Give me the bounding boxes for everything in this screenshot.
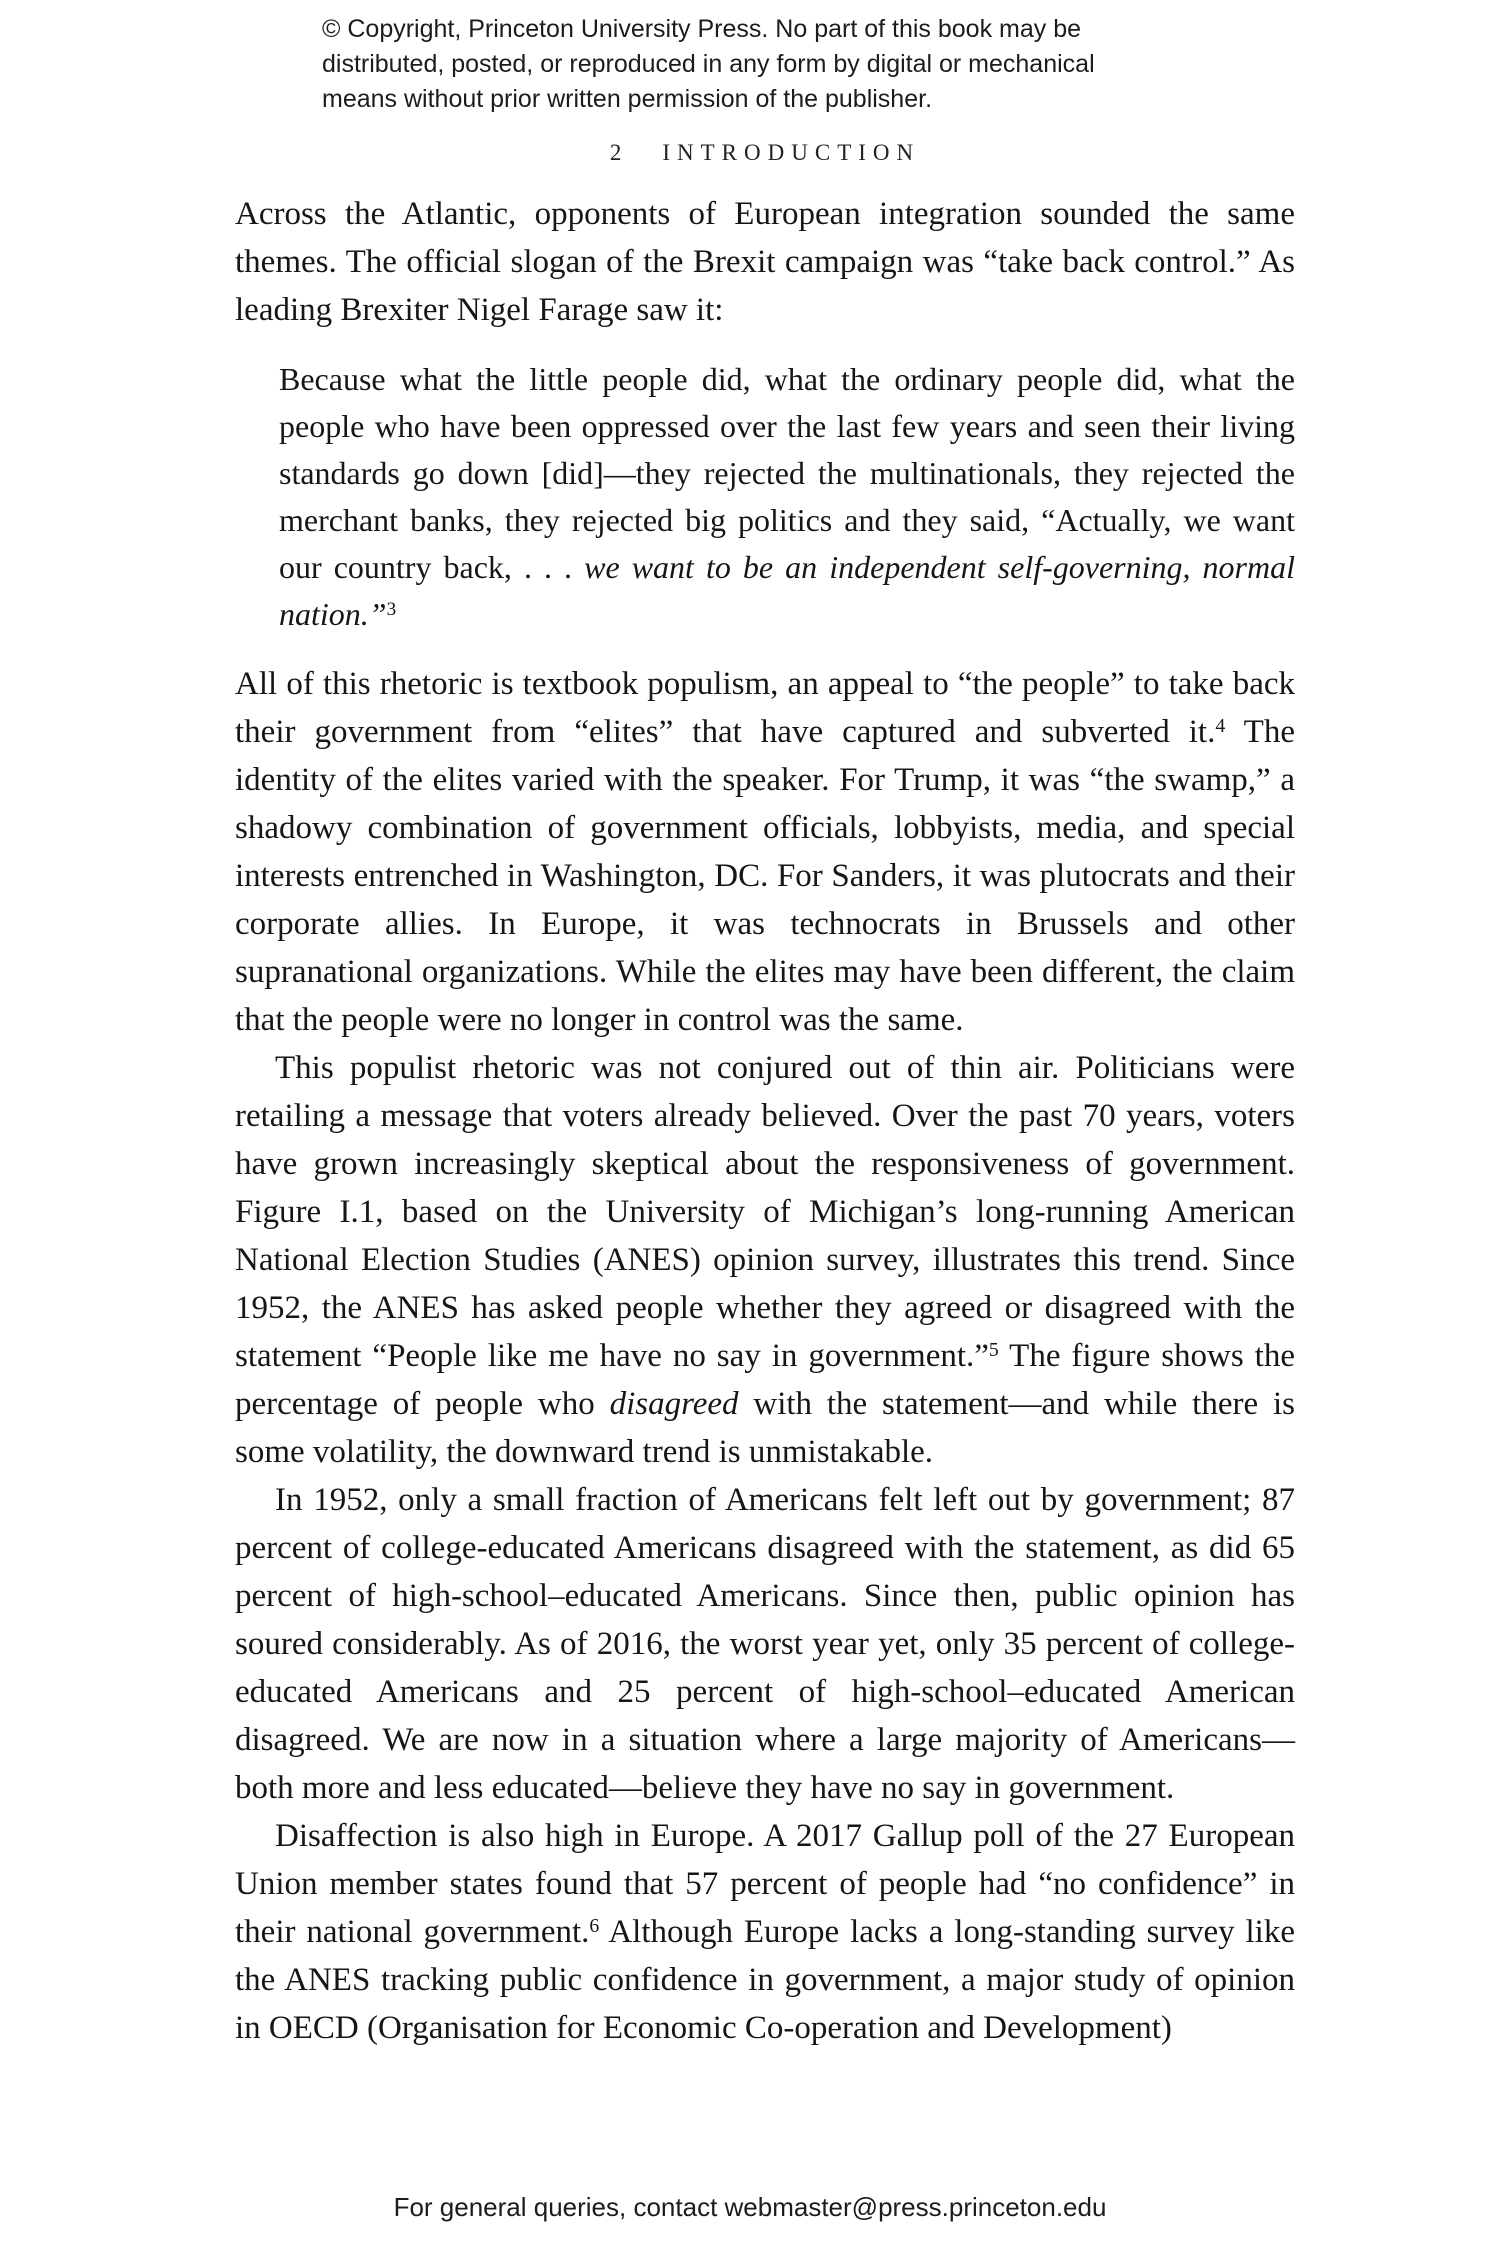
text-run: In 1952, only a small fraction of Americans felt left out by government; 87 percent of college-educated Americans disagreed with the statement, as did 65 percent of high-school–educated Americans. Since then, public opinion has soured considerably. As of 2016, the worst year yet, only 35 percent of college-educated Americans and 25 percent of high-school–educated American disagreed. We are now in a situation where a large majority of Americans—both more and less educated—believe they have no say in government.: [235, 1482, 1295, 1806]
page-footer: [0, 2192, 1500, 2223]
copyright-line: © Copyright, Princeton University Press. No part of this book may be: [322, 15, 1082, 43]
copyright-line: means without prior written permission of the publisher.: [322, 85, 933, 113]
paragraph: [235, 1476, 1295, 1812]
text-run: Although Europe lacks a long-standing survey like the ANES tracking public confidence in government, a major study of opinion in OECD (Organisation for Economic Co-operation and Development): [235, 1914, 1295, 2046]
footer-text: For general queries, contact webmaster@press.princeton.edu: [393, 2192, 1107, 2222]
footnote-reference: 6: [589, 1915, 600, 1938]
text-run: The figure shows the percentage of people who: [235, 1338, 1295, 1422]
running-head: [235, 140, 1295, 166]
footnote-reference: 5: [988, 1339, 999, 1362]
copyright-line: distributed, posted, or reproduced in any form by digital or mechanical: [322, 50, 1095, 78]
text-run: with the statement—and while there is some volatility, the downward trend is unmistakable.: [235, 1386, 1295, 1470]
page-number: 2: [609, 140, 625, 165]
paragraph: [235, 1044, 1295, 1476]
block-quote: [235, 356, 1295, 638]
text-run: Across the Atlantic, opponents of European integration sounded the same themes. The official slogan of the Brexit campaign was “take back control.” As leading Brexiter Nigel Farage saw it:: [235, 196, 1295, 328]
text-run: Because what the little people did, what the ordinary people did, what the people who have been oppressed over the last few years and seen their living standards go down [did]—they rejected the multinationals, they rejected the merchant banks, they rejected big politics and they said, “Actually, we want our country back, . . .: [279, 361, 1295, 585]
italic-text: we want to be an independent self-governing, normal nation.”: [279, 549, 1296, 632]
paragraph: [235, 1812, 1295, 2052]
copyright-notice: [322, 12, 1095, 117]
text-run: The identity of the elites varied with the speaker. For Trump, it was “the swamp,” a shadowy combination of government officials, lobbyists, media, and special interests entrenched in Washington, DC. For Sanders, it was plutocrats and their corporate allies. In Europe, it was technocrats in Brussels and other supranational organizations. While the elites may have been different, the claim that the people were no longer in control was the same.: [235, 714, 1295, 1038]
text-run: All of this rhetoric is textbook populism, an appeal to “the people” to take back their government from “elites” that have captured and subverted it.: [235, 666, 1295, 750]
text-run: This populist rhetoric was not conjured out of thin air. Politicians were retailing a message that voters already believed. Over the past 70 years, voters have grown increasingly skeptical about the responsiveness of government. Figure I.1, based on the University of Michigan’s long-running American National Election Studies (ANES) opinion survey, illustrates this trend. Since 1952, the ANES has asked people whether they agreed or disagreed with the statement “People like me have no say in government.”: [235, 1050, 1295, 1374]
paragraph: [235, 190, 1295, 334]
text-run: Disaffection is also high in Europe. A 2017 Gallup poll of the 27 European Union member states found that 57 percent of people had “no confidence” in their national government.: [235, 1818, 1295, 1950]
running-head-title: INTRODUCTION: [662, 140, 921, 165]
footnote-reference: 4: [1215, 715, 1226, 738]
footnote-reference: 3: [386, 599, 397, 621]
paragraph: [235, 660, 1295, 1044]
italic-text: disagreed: [609, 1386, 739, 1422]
body-text: [235, 190, 1295, 2052]
